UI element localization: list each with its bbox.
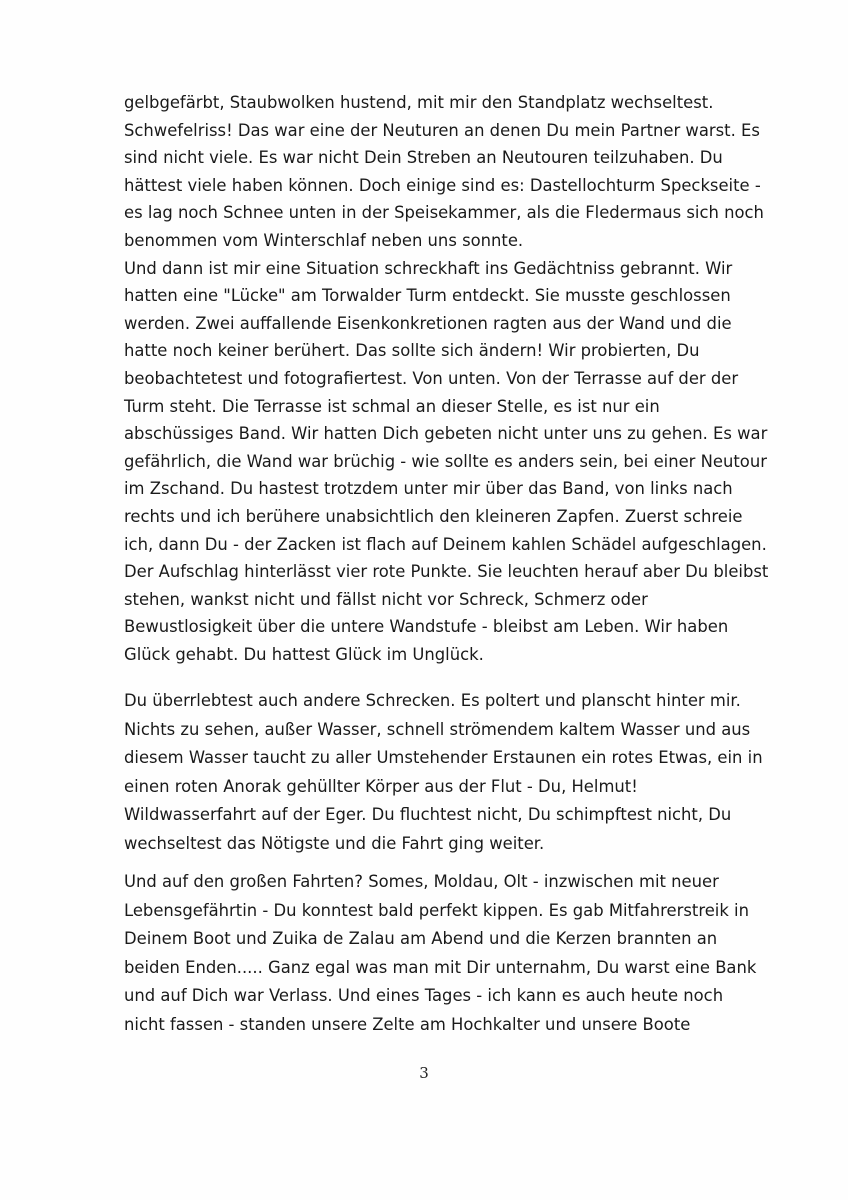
text-line: Wildwasserfahrt auf der Eger. Du fluchtest nicht, Du schimpftest nicht, Du	[124, 805, 732, 825]
text-line: abschüssiges Band. Wir hatten Dich gebeten nicht unter uns zu gehen. Es war	[124, 424, 768, 444]
text-line: Und dann ist mir eine Situation schreckhaft ins Gedächtniss gebrannt. Wir	[124, 258, 733, 278]
text-line: im Zschand. Du hastest trotzdem unter mir über das Band, von links nach	[124, 479, 733, 499]
paragraph-1	[124, 89, 769, 668]
text-line: stehen, wankst nicht und fällst nicht vor Schreck, Schmerz oder	[124, 589, 648, 609]
text-line: benommen vom Winterschlaf neben uns sonnte.	[124, 230, 524, 250]
text-line: Du überrlebtest auch andere Schrecken. Es poltert und planscht hinter mir.	[124, 691, 741, 710]
text-line: beiden Enden..... Ganz egal was man mit Dir unternahm, Du warst eine Bank	[124, 957, 757, 977]
text-line: Nichts zu sehen, außer Wasser, schnell strömendem kaltem Wasser und aus	[124, 719, 751, 739]
paragraph-3	[124, 868, 757, 1040]
text-line: Der Aufschlag hinterlässt vier rote Punkte. Sie leuchten herauf aber Du bleibst	[124, 562, 769, 582]
text-line: Deinem Boot und Zuika de Zalau am Abend und die Kerzen brannten an	[124, 929, 718, 949]
text-line: Bewustlosigkeit über die untere Wandstufe - bleibst am Leben. Wir haben	[124, 617, 729, 637]
text-line: Und auf den großen Fahrten? Somes, Moldau, Olt - inzwischen mit neuer	[124, 872, 719, 891]
text-line: rechts und ich berühere unabsichtlich den kleineren Zapfen. Zuerst schreie	[124, 506, 743, 526]
page-number: 3	[419, 1064, 429, 1082]
text-line: Schwefelriss! Das war eine der Neuturen an denen Du mein Partner warst. Es	[124, 120, 760, 140]
text-line: hättest viele haben können. Doch einige sind es: Dastellochturm Speckseite -	[124, 175, 761, 195]
text-line: Glück gehabt. Du hattest Glück im Unglück.	[124, 644, 484, 664]
text-line: diesem Wasser taucht zu aller Umstehender Erstaunen ein rotes Etwas, ein in	[124, 748, 763, 768]
text-line: beobachtetest und fotografiertest. Von unten. Von der Terrasse auf der der	[124, 368, 739, 388]
text-line: werden. Zwei auffallende Eisenkonkretionen ragten aus der Wand und die	[124, 313, 732, 333]
text-line: es lag noch Schnee unten in der Speisekammer, als die Fledermaus sich noch	[124, 203, 764, 223]
text-line: wechseltest das Nötigste und die Fahrt ging weiter.	[124, 833, 545, 853]
text-line: hatte noch keiner berühert. Das sollte sich ändern! Wir probierten, Du	[124, 341, 700, 361]
text-line: und auf Dich war Verlass. Und eines Tages - ich kann es auch heute noch	[124, 986, 724, 1006]
text-line: gelbgefärbt, Staubwolken hustend, mit mir den Standplatz wechseltest.	[124, 93, 714, 112]
paragraph-2	[124, 687, 763, 859]
text-line: sind nicht viele. Es war nicht Dein Streben an Neutouren teilzuhaben. Du	[124, 148, 723, 168]
text-line: hatten eine "Lücke" am Torwalder Turm entdeckt. Sie musste geschlossen	[124, 286, 731, 306]
text-line: Turm steht. Die Terrasse ist schmal an dieser Stelle, es ist nur ein	[124, 396, 660, 416]
text-line: gefährlich, die Wand war brüchig - wie sollte es anders sein, bei einer Neutour	[124, 451, 767, 471]
text-line: nicht fassen - standen unsere Zelte am Hochkalter und unsere Boote	[124, 1014, 691, 1034]
text-line: einen roten Anorak gehüllter Körper aus der Flut - Du, Helmut!	[124, 776, 638, 796]
text-line: ich, dann Du - der Zacken ist flach auf Deinem kahlen Schädel aufgeschlagen.	[124, 534, 767, 554]
text-line: Lebensgefährtin - Du konntest bald perfekt kippen. Es gab Mitfahrerstreik in	[124, 900, 749, 920]
